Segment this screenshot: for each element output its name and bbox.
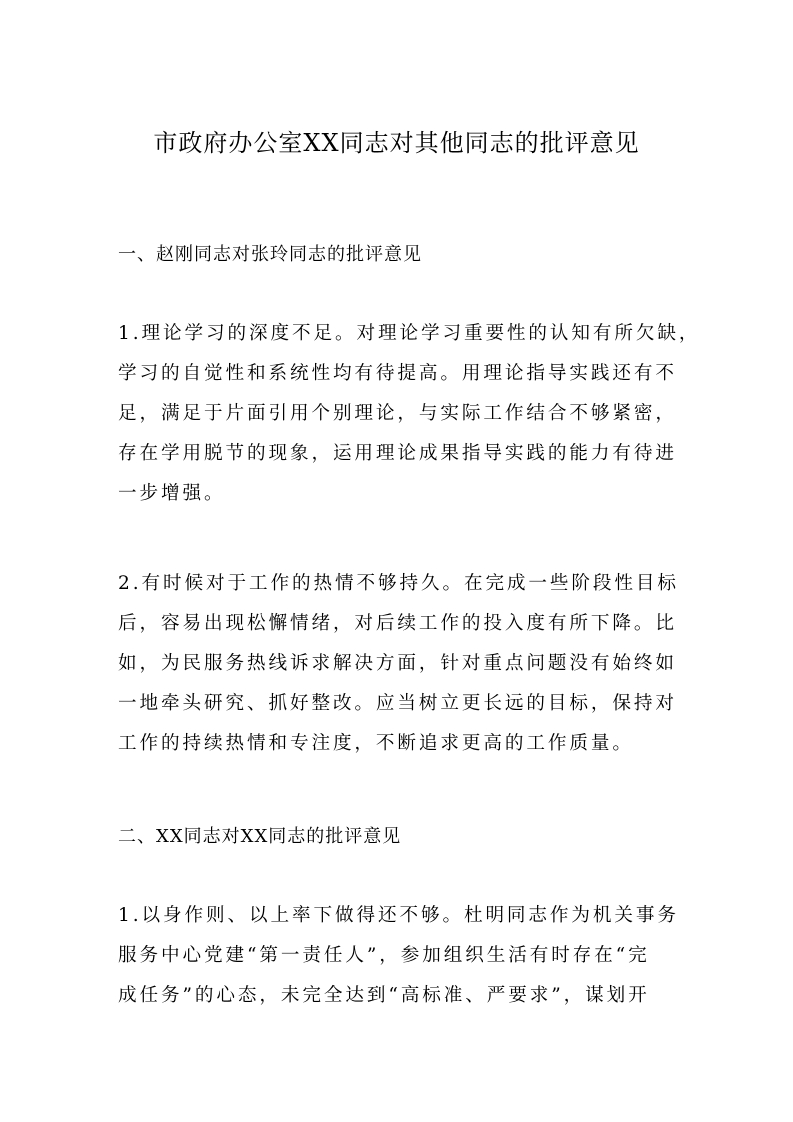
section-heading-1: 一、赵刚同志对张玲同志的批评意见 [118, 244, 422, 265]
paragraph-1-1 [118, 314, 701, 514]
paragraph-line: 足，满足于片面引用个别理论，与实际工作结合不够紧密， [118, 403, 677, 424]
paragraph-line: 如，为民服务热线诉求解决方面，针对重点问题没有始终如 [118, 653, 677, 674]
paragraph-line: 1.理论学习的深度不足。对理论学习重要性的认知有所欠缺， [118, 323, 701, 344]
paragraph-1-2 [118, 564, 678, 764]
document-title: 市政府办公室XX同志对其他同志的批评意见 [153, 129, 640, 157]
paragraph-line: 学习的自觉性和系统性均有待提高。用理论指导实践还有不 [118, 363, 677, 384]
paragraph-line: 一步增强。 [118, 483, 226, 504]
section-heading-2: 二、XX同志对XX同志的批评意见 [118, 826, 402, 847]
paragraph-line: 一地牵头研究、抓好整改。应当树立更长远的目标，保持对 [118, 693, 677, 714]
paragraph-line: 后，容易出现松懈情绪，对后续工作的投入度有所下降。比 [118, 613, 677, 634]
paragraph-line: 1.以身作则、以上率下做得还不够。杜明同志作为机关事务 [118, 905, 679, 926]
paragraph-line: 工作的持续热情和专注度，不断追求更高的工作质量。 [118, 733, 634, 754]
paragraph-line: 存在学用脱节的现象，运用理论成果指导实践的能力有待进 [118, 443, 677, 464]
paragraph-line: 2.有时候对于工作的热情不够持久。在完成一些阶段性目标 [118, 573, 679, 594]
paragraph-line: 服务中心党建“第一责任人”，参加组织生活有时存在“完 [118, 945, 650, 966]
paragraph-line: 成任务”的心态，未完全达到“高标准、严要求”，谋划开 [118, 985, 650, 1006]
paragraph-2-1 [118, 896, 678, 1016]
